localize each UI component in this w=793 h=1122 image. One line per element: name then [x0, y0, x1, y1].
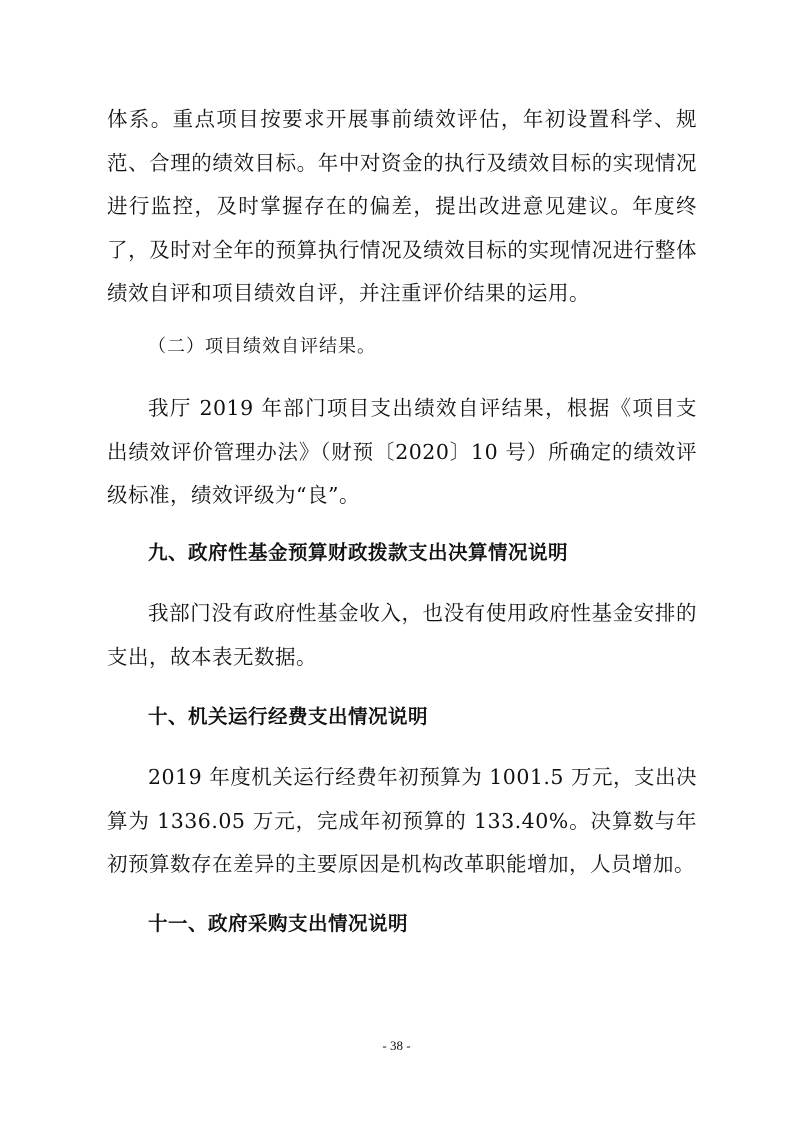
paragraph-self-evaluation-result: 我厅 2019 年部门项目支出绩效自评结果，根据《项目支出绩效评价管理办法》（财预〔2020〕10 号）所确定的绩效评级标准，绩效评级为“良”。: [107, 396, 697, 507]
heading-government-procurement: 十一、政府采购支出情况说明: [148, 912, 409, 935]
paragraph-operating-expenses: 2019 年度机关运行经费年初预算为 1001.5 万元，支出决算为 1336.05 万元，完成年初预算的 133.40%。决算数与年初预算数存在差异的主要原因是机构改革职能增加，人员增加。: [107, 765, 697, 876]
page-number: - 38 -: [382, 1038, 411, 1053]
paragraph-government-fund-budget: 我部门没有政府性基金收入，也没有使用政府性基金安排的支出，故本表无数据。: [107, 601, 697, 669]
subheading-project-self-evaluation: （二）项目绩效自评结果。: [148, 336, 376, 357]
paragraph-performance-system: 体系。重点项目按要求开展事前绩效评估，年初设置科学、规范、合理的绩效目标。年中对资金的执行及绩效目标的实现情况进行监控，及时掌握存在的偏差，提出改进意见建议。年度终了，及时对全年的预算执行情况及绩效目标的实现情况进行整体绩效自评和项目绩效自评，并注重评价结果的运用。: [107, 107, 697, 305]
heading-operating-expenses: 十、机关运行经费支出情况说明: [148, 705, 429, 728]
heading-government-fund-budget: 九、政府性基金预算财政拨款支出决算情况说明: [148, 541, 569, 564]
